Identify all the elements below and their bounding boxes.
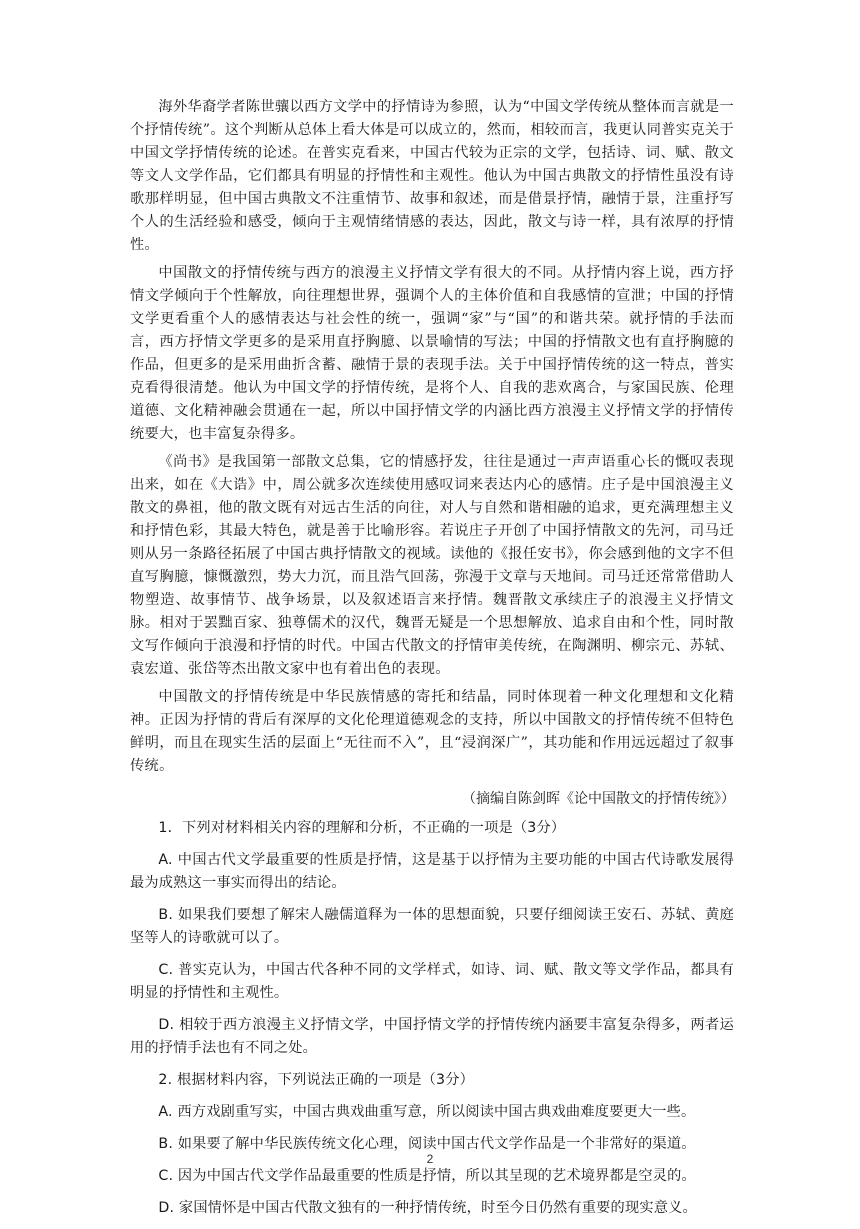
page-number: 2: [426, 1152, 434, 1166]
question-2-option-d: D. 家国情怀是中国古代散文独有的一种抒情传统，时至今日仍然有重要的现实意义。: [158, 1200, 697, 1216]
question-2-option-c: C. 因为中国古代文学作品最重要的性质是抒情，所以其呈现的艺术境界都是空灵的。: [158, 1168, 696, 1184]
passage-source: （摘编自陈剑晖《论中国散文的抒情传统》）: [462, 791, 735, 807]
exam-page-content: [130, 96, 734, 1229]
question-2-option-a: A. 西方戏剧重写实，中国古典戏曲重写意，所以阅读中国古典戏曲难度要更大一些。: [158, 1104, 696, 1120]
passage-paragraph-3: 《尚书》是我国第一部散文总集，它的情感抒发，往往是通过一声声语重心长的慨叹表现出来，如在《大诰》中，周公就多次连续使用感叹词来表达内心的感情。庄子是中国浪漫主义散文的鼻祖，他的散文既有对远古生活的向往，对人与自然和谐相融的追求，更充满理想主义和抒情色彩，其最大特色，就是善于比喻形容。若说庄子开创了中国抒情散文的先河，司马迁则从另一条路径拓展了中国古典抒情散文的视域。读他的《报任安书》，你会感到他的文字不但直写胸臆，慷慨激烈，势大力沉，而且浩气回荡，弥漫于文章与天地间。司马迁还常常借助人物塑造、故事情节、战争场景，以及叙述语言来抒情。魏晋散文承续庄子的浪漫主义抒情文脉。相对于罢黜百家、独尊儒术的汉代，魏晋无疑是一个思想解放、追求自由和个性，同时散文写作倾向于浪漫和抒情的时代。中国古代散文的抒情审美传统，在陶渊明、柳宗元、苏轼、袁宏道、张岱等杰出散文家中也有着出色的表现。: [130, 454, 734, 677]
passage-paragraph-1: 海外华裔学者陈世骧以西方文学中的抒情诗为参照，认为“中国文学传统从整体而言就是一个抒情传统”。这个判断从总体上看大体是可以成立的，然而，相较而言，我更认同普实克关于中国文学抒情传统的论述。在普实克看来，中国古代较为正宗的文学，包括诗、词、赋、散文等文人文学作品，它们都具有明显的抒情性和主观性。他认为中国古典散文的抒情性虽没有诗歌那样明显，但中国古典散文不注重情节、故事和叙述，而是借景抒情，融情于景，注重抒写个人的生活经验和感受，倾向于主观情绪情感的表达，因此，散文与诗一样，具有浓厚的抒情性。: [130, 99, 734, 253]
question-1-stem: 1．下列对材料相关内容的理解和分析，不正确的一项是（3分）: [158, 820, 566, 836]
question-2-option-b: B. 如果要了解中华民族传统文化心理，阅读中国古代文学作品是一个非常好的渠道。: [158, 1136, 696, 1152]
question-1-option-d: D. 相较于西方浪漫主义抒情文学，中国抒情文学的抒情传统内涵要丰富复杂得多，两者运用的抒情手法也有不同之处。: [130, 1017, 734, 1056]
question-2-stem: 2. 根据材料内容，下列说法正确的一项是（3分）: [158, 1072, 475, 1088]
question-1-option-b: B. 如果我们要想了解宋人融儒道释为一体的思想面貌，只要仔细阅读王安石、苏轼、黄庭坚等人的诗歌就可以了。: [130, 907, 734, 946]
question-1-option-c: C. 普实克认为，中国古代各种不同的文学样式，如诗、词、赋、散文等文学作品，都具有明显的抒情性和主观性。: [130, 962, 734, 1001]
passage-paragraph-2: 中国散文的抒情传统与西方的浪漫主义抒情文学有很大的不同。从抒情内容上说，西方抒情文学倾向于个性解放，向往理想世界，强调个人的主体价值和自我感情的宣泄；中国的抒情文学更看重个人的感情表达与社会性的统一，强调“家”与“国”的和谐共荣。就抒情的手法而言，西方抒情文学更多的是采用直抒胸臆、以景喻情的写法；中国的抒情散文也有直抒胸臆的作品，但更多的是采用曲折含蓄、融情于景的表现手法。关于中国抒情传统的这一特点，普实克看得很清楚。他认为中国文学的抒情传统，是将个人、自我的悲欢离合，与家国民族、伦理道德、文化精神融会贯通在一起，所以中国抒情文学的内涵比西方浪漫主义抒情文学的抒情传统要大，也丰富复杂得多。: [130, 265, 734, 442]
passage-paragraph-4: 中国散文的抒情传统是中华民族情感的寄托和结晶，同时体现着一种文化理想和文化精神。正因为抒情的背后有深厚的文化伦理道德观念的支持，所以中国散文的抒情传统不但特色鲜明，而且在现实生活的层面上“无往而不入”，且“浸润深广”，其功能和作用远远超过了叙事传统。: [130, 689, 734, 774]
question-1-option-a: A. 中国古代文学最重要的性质是抒情，这是基于以抒情为主要功能的中国古代诗歌发展得最为成熟这一事实而得出的结论。: [130, 852, 734, 891]
